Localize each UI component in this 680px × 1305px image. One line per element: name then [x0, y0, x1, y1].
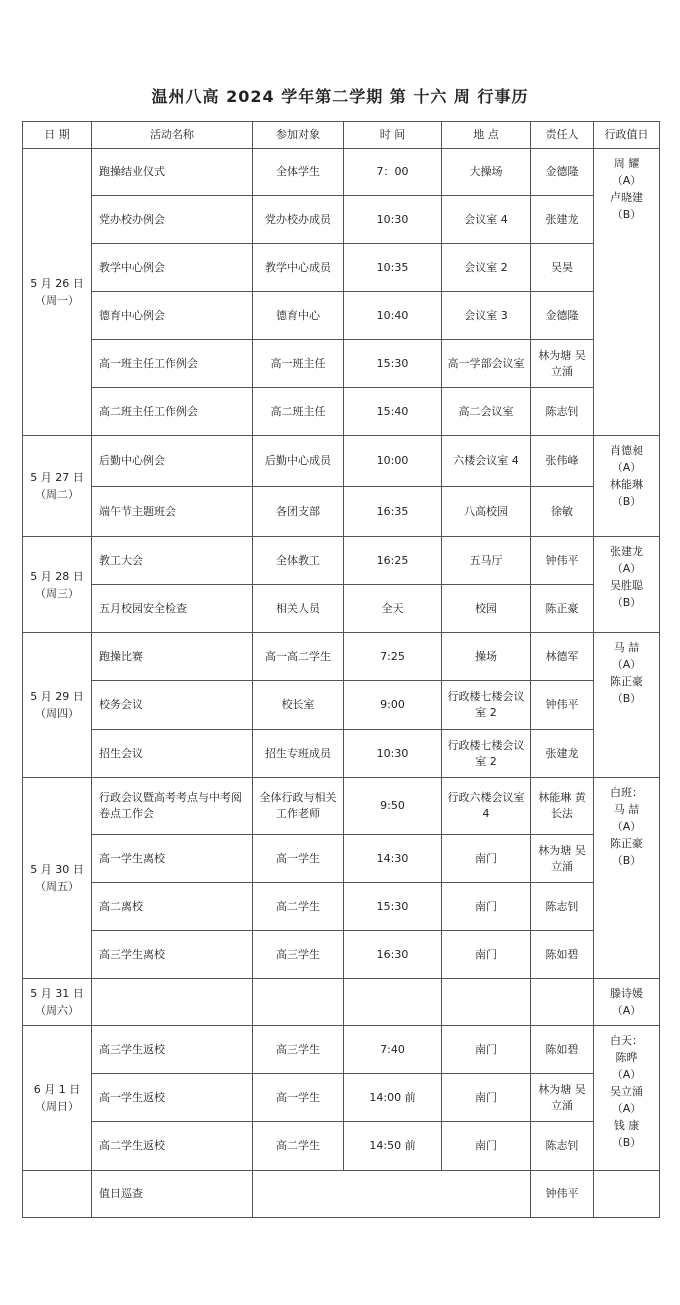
header-row	[23, 122, 660, 149]
table-row	[23, 149, 660, 196]
footer-duty-cell	[594, 1171, 660, 1218]
date-cell	[23, 537, 92, 633]
participants-cell: 全体行政与相关工作老师	[253, 778, 344, 835]
activity-cell: 高一班主任工作例会	[92, 340, 253, 388]
table-row	[23, 931, 660, 979]
duty-line: （A）	[611, 1068, 642, 1081]
date-label: 5 月 26 日	[30, 277, 84, 290]
table-row	[23, 196, 660, 244]
location-cell: 高一学部会议室	[442, 340, 531, 388]
weekday-label: （周二）	[35, 488, 79, 501]
duty-line: 陈晔	[615, 1051, 638, 1064]
footer-responsible-cell: 钟伟平	[531, 1171, 594, 1218]
table-row	[23, 1122, 660, 1171]
date-cell	[23, 979, 92, 1026]
date-label: 5 月 31 日	[30, 987, 84, 1000]
duty-line: （B）	[611, 1136, 642, 1149]
responsible-cell: 金德隆	[531, 292, 594, 340]
location-cell: 南门	[442, 931, 531, 979]
date-label: 5 月 29 日	[30, 690, 84, 703]
activity-cell: 高三学生离校	[92, 931, 253, 979]
participants-cell	[253, 979, 344, 1026]
participants-cell: 高二学生	[253, 1122, 344, 1171]
duty-line: 陈正豪	[610, 675, 643, 688]
responsible-cell: 林为塘 吴立涌	[531, 1074, 594, 1122]
responsible-cell: 林为塘 吴立涌	[531, 340, 594, 388]
activity-cell: 高二离校	[92, 883, 253, 931]
duty-line: 马 喆	[613, 641, 640, 654]
responsible-cell: 陈正豪	[531, 585, 594, 633]
responsible-cell: 张伟峰	[531, 436, 594, 487]
responsible-cell: 林为塘 吴立涌	[531, 835, 594, 883]
participants-cell: 高二班主任	[253, 388, 344, 436]
participants-cell: 招生专班成员	[253, 730, 344, 778]
duty-line: 吴胜聪	[610, 579, 643, 592]
duty-line: 白班：	[610, 786, 643, 799]
duty-cell	[594, 436, 660, 537]
date-cell	[23, 778, 92, 979]
participants-cell: 相关人员	[253, 585, 344, 633]
time-cell: 15:30	[344, 340, 442, 388]
footer-activity-cell: 值日巡查	[92, 1171, 253, 1218]
participants-cell: 高二学生	[253, 883, 344, 931]
responsible-cell	[531, 979, 594, 1026]
location-cell: 南门	[442, 1122, 531, 1171]
duty-line: 卢晓建	[610, 191, 643, 204]
location-cell: 高二会议室	[442, 388, 531, 436]
location-cell: 会议室 2	[442, 244, 531, 292]
table-row	[23, 292, 660, 340]
table-row	[23, 979, 660, 1026]
activity-cell: 校务会议	[92, 681, 253, 730]
activity-cell: 党办校办例会	[92, 196, 253, 244]
header-location: 地 点	[442, 122, 531, 149]
activity-cell: 招生会议	[92, 730, 253, 778]
time-cell: 10:00	[344, 436, 442, 487]
footer-date-cell	[23, 1171, 92, 1218]
duty-cell	[594, 1026, 660, 1171]
header-duty: 行政值日	[594, 122, 660, 149]
time-cell: 10:40	[344, 292, 442, 340]
weekday-label: （周五）	[35, 880, 79, 893]
weekday-label: （周四）	[35, 707, 79, 720]
duty-line: 钱 康	[613, 1119, 640, 1132]
activity-cell: 德育中心例会	[92, 292, 253, 340]
time-cell: 10:30	[344, 730, 442, 778]
location-cell: 五马厅	[442, 537, 531, 585]
location-cell: 大操场	[442, 149, 531, 196]
duty-line: （A）	[611, 562, 642, 575]
table-row	[23, 835, 660, 883]
location-cell: 行政楼七楼会议室 2	[442, 681, 531, 730]
table-row	[23, 436, 660, 487]
time-cell: 7:40	[344, 1026, 442, 1074]
participants-cell: 高三学生	[253, 931, 344, 979]
table-row	[23, 633, 660, 681]
responsible-cell: 林德军	[531, 633, 594, 681]
activity-cell	[92, 979, 253, 1026]
time-cell: 16:30	[344, 931, 442, 979]
header-responsible: 责任人	[531, 122, 594, 149]
weekday-label: （周三）	[35, 586, 79, 600]
duty-line: （A）	[611, 658, 642, 671]
date-cell	[23, 149, 92, 436]
table-row	[23, 537, 660, 585]
time-cell: 16:35	[344, 487, 442, 537]
participants-cell: 高三学生	[253, 1026, 344, 1074]
responsible-cell: 陈志钊	[531, 1122, 594, 1171]
time-cell: 7:25	[344, 633, 442, 681]
time-cell: 7：00	[344, 149, 442, 196]
duty-line: 周 耀	[613, 157, 640, 170]
duty-line: 马 喆	[613, 803, 640, 816]
time-cell: 14:30	[344, 835, 442, 883]
header-participants: 参加对象	[253, 122, 344, 149]
date-cell	[23, 436, 92, 537]
duty-line: 林能琳	[610, 478, 643, 491]
responsible-cell: 陈志钊	[531, 388, 594, 436]
schedule-table	[22, 121, 660, 1218]
participants-cell: 高一学生	[253, 835, 344, 883]
duty-cell	[594, 633, 660, 778]
table-row	[23, 340, 660, 388]
time-cell: 9:50	[344, 778, 442, 835]
duty-line: （B）	[611, 854, 642, 867]
participants-cell: 高一学生	[253, 1074, 344, 1122]
table-row	[23, 883, 660, 931]
activity-cell: 跑操比赛	[92, 633, 253, 681]
duty-line: （A）	[611, 461, 642, 474]
table-row	[23, 585, 660, 633]
header-date: 日 期	[23, 122, 92, 149]
time-cell: 9:00	[344, 681, 442, 730]
activity-cell: 端午节主题班会	[92, 487, 253, 537]
duty-line: 张建龙	[610, 545, 643, 558]
activity-cell: 跑操结业仪式	[92, 149, 253, 196]
activity-cell: 高二班主任工作例会	[92, 388, 253, 436]
date-cell	[23, 633, 92, 778]
table-row	[23, 388, 660, 436]
table-row	[23, 1074, 660, 1122]
responsible-cell: 金德隆	[531, 149, 594, 196]
location-cell: 会议室 4	[442, 196, 531, 244]
responsible-cell: 陈如碧	[531, 931, 594, 979]
duty-line: （A）	[611, 1102, 642, 1115]
header-activity: 活动名称	[92, 122, 253, 149]
duty-line: （A）	[611, 1004, 642, 1017]
location-cell: 南门	[442, 1074, 531, 1122]
table-row	[23, 730, 660, 778]
location-cell: 会议室 3	[442, 292, 531, 340]
duty-line: 肖德昶	[610, 444, 643, 457]
location-cell: 八高校园	[442, 487, 531, 537]
page-title: 温州八高 2024 学年第二学期 第 十六 周 行事历	[151, 87, 529, 106]
participants-cell: 后勤中心成员	[253, 436, 344, 487]
time-cell: 10:35	[344, 244, 442, 292]
time-cell: 15:40	[344, 388, 442, 436]
activity-cell: 高三学生返校	[92, 1026, 253, 1074]
weekday-label: （周一）	[35, 294, 79, 307]
duty-line: （B）	[611, 692, 642, 705]
activity-cell: 五月校园安全检查	[92, 585, 253, 633]
location-cell: 南门	[442, 835, 531, 883]
location-cell: 校园	[442, 585, 531, 633]
duty-line: （A）	[611, 174, 642, 187]
participants-cell: 高一班主任	[253, 340, 344, 388]
date-label: 6 月 1 日	[33, 1083, 81, 1096]
location-cell: 南门	[442, 1026, 531, 1074]
duty-line: （B）	[611, 208, 642, 221]
table-row	[23, 778, 660, 835]
responsible-cell: 钟伟平	[531, 681, 594, 730]
duty-line: （B）	[611, 495, 642, 508]
responsible-cell: 吴昊	[531, 244, 594, 292]
duty-line: 吴立涌	[610, 1085, 643, 1098]
responsible-cell: 张建龙	[531, 730, 594, 778]
duty-line: 陈正豪	[610, 837, 643, 850]
participants-cell: 德育中心	[253, 292, 344, 340]
duty-cell	[594, 778, 660, 979]
participants-cell: 教学中心成员	[253, 244, 344, 292]
weekday-label: （周日）	[35, 1100, 79, 1113]
responsible-cell: 林能琳 黄长法	[531, 778, 594, 835]
time-cell: 16:25	[344, 537, 442, 585]
participants-cell: 校长室	[253, 681, 344, 730]
duty-cell	[594, 149, 660, 436]
header-time: 时 间	[344, 122, 442, 149]
participants-cell: 各团支部	[253, 487, 344, 537]
footer-empty-cell	[253, 1171, 531, 1218]
duty-line: 白天：	[610, 1034, 643, 1047]
activity-cell: 高一学生离校	[92, 835, 253, 883]
table-row	[23, 244, 660, 292]
participants-cell: 高一高二学生	[253, 633, 344, 681]
duty-cell	[594, 979, 660, 1026]
date-label: 5 月 30 日	[30, 863, 84, 876]
participants-cell: 全体教工	[253, 537, 344, 585]
time-cell	[344, 979, 442, 1026]
activity-cell: 行政会议暨高考考点与中考阅卷点工作会	[92, 778, 253, 835]
activity-cell: 后勤中心例会	[92, 436, 253, 487]
responsible-cell: 陈如碧	[531, 1026, 594, 1074]
activity-cell: 教学中心例会	[92, 244, 253, 292]
location-cell: 六楼会议室 4	[442, 436, 531, 487]
responsible-cell: 陈志钊	[531, 883, 594, 931]
responsible-cell: 徐敏	[531, 487, 594, 537]
time-cell: 14:50 前	[344, 1122, 442, 1171]
location-cell: 操场	[442, 633, 531, 681]
responsible-cell: 钟伟平	[531, 537, 594, 585]
date-label: 5 月 28 日	[30, 569, 84, 583]
location-cell: 行政楼七楼会议室 2	[442, 730, 531, 778]
duty-line: 滕诗媛	[610, 987, 643, 1000]
footer-row	[23, 1171, 660, 1218]
table-row	[23, 487, 660, 537]
date-cell	[23, 1026, 92, 1171]
time-cell: 全天	[344, 585, 442, 633]
participants-cell: 全体学生	[253, 149, 344, 196]
responsible-cell: 张建龙	[531, 196, 594, 244]
location-cell: 南门	[442, 883, 531, 931]
duty-line: （A）	[611, 820, 642, 833]
weekday-label: （周六）	[35, 1004, 79, 1017]
location-cell	[442, 979, 531, 1026]
time-cell: 14:00 前	[344, 1074, 442, 1122]
time-cell: 10:30	[344, 196, 442, 244]
activity-cell: 高一学生返校	[92, 1074, 253, 1122]
time-cell: 15:30	[344, 883, 442, 931]
table-row	[23, 681, 660, 730]
table-row	[23, 1026, 660, 1074]
date-label: 5 月 27 日	[30, 471, 84, 484]
duty-cell	[594, 537, 660, 633]
activity-cell: 教工大会	[92, 537, 253, 585]
participants-cell: 党办校办成员	[253, 196, 344, 244]
activity-cell: 高二学生返校	[92, 1122, 253, 1171]
location-cell: 行政六楼会议室 4	[442, 778, 531, 835]
duty-line: （B）	[611, 596, 642, 609]
